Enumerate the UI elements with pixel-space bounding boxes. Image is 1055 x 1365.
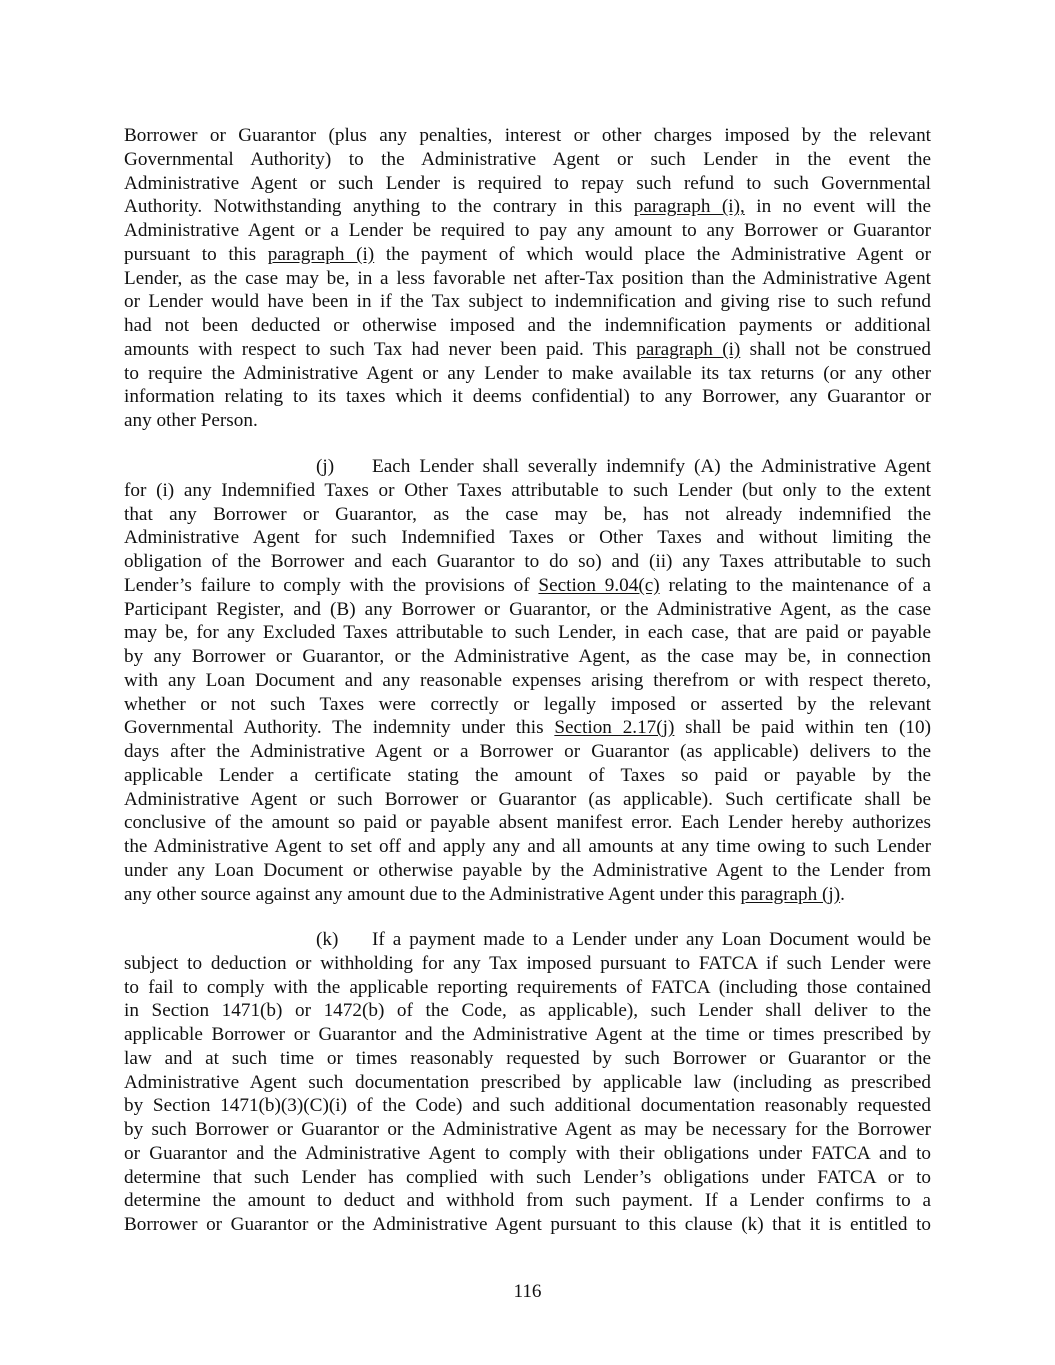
text-line: [124, 290, 931, 314]
paragraph-label: (k): [316, 929, 339, 950]
text-segment: information relating to its taxes which it deems confidential) to any Borrower, any Guarantor or: [124, 386, 931, 408]
text-segment: with any Loan Document and any reasonable expenses arising therefrom or with respect thereto,: [124, 669, 931, 691]
text-segment: law and at such time or times reasonably requested by such Borrower or Guarantor or the: [124, 1047, 931, 1069]
text-line: [124, 243, 931, 267]
text-line: [124, 267, 931, 291]
text-segment: Lender, as the case may be, in a less favorable net after-Tax position than the Administrative Agent: [124, 267, 931, 289]
text-segment: Lender’s failure to comply with the provisions of: [124, 574, 539, 596]
text-line: [124, 883, 931, 907]
text-line: [124, 835, 931, 859]
text-line: [124, 574, 931, 598]
text-line: [124, 550, 931, 574]
text-line: [124, 859, 931, 883]
text-segment: to require the Administrative Agent or any Lender to make available its tax returns (or any other: [124, 362, 931, 384]
cross-reference: paragraph (j): [740, 883, 841, 905]
cross-reference: Section 2.17(j): [554, 717, 675, 739]
text-segment: under any Loan Document or otherwise payable by the Administrative Agent to the Lender from: [124, 859, 931, 881]
text-segment: amounts with respect to such Tax had never been paid. This: [124, 338, 637, 360]
text-line: [124, 124, 931, 148]
text-segment: any other source against any amount due to the Administrative Agent under this: [124, 883, 741, 905]
text-segment: or Lender would have been in if the Tax subject to indemnification and giving rise to such refund: [124, 291, 931, 313]
text-line: [124, 740, 931, 764]
text-segment: obligation of the Borrower and each Guarantor to do so) and (ii) any Taxes attributable to such: [124, 551, 931, 572]
text-segment: by Section 1471(b)(3)(C)(i) of the Code) and such additional documentation reasonably requested: [124, 1095, 931, 1117]
cross-reference: paragraph (i),: [633, 196, 745, 218]
text-line: [124, 1118, 931, 1142]
text-line: [124, 999, 931, 1023]
paragraph-k: [124, 928, 931, 1237]
cross-reference: paragraph (i): [267, 243, 375, 265]
text-line: [124, 409, 931, 433]
text-line: [124, 788, 931, 812]
text-segment: by such Borrower or Guarantor or the Administrative Agent as may be necessary for the Borrower: [124, 1119, 931, 1140]
text-segment: in Section 1471(b) or 1472(b) of the Code, as applicable), such Lender shall deliver to the: [124, 1000, 931, 1022]
text-segment: days after the Administrative Agent or a Borrower or Guarantor (as applicable) delivers to the: [124, 741, 931, 762]
text-line: [124, 362, 931, 386]
text-segment: in no event will the: [744, 196, 931, 218]
page-number: 116: [513, 1281, 542, 1302]
paragraph-i-continuation: [124, 124, 931, 433]
text-segment: Participant Register, and (B) any Borrower or Guarantor, or the Administrative Agent, as the case: [124, 598, 931, 620]
text-segment: Each Lender shall severally indemnify (A) the Administrative Agent: [372, 456, 931, 477]
paragraph-label: (j): [316, 456, 335, 477]
text-line: [124, 621, 931, 645]
text-line: [124, 976, 931, 1000]
text-segment: .: [840, 883, 845, 905]
text-line: [124, 1166, 931, 1190]
text-line: [124, 526, 931, 550]
text-segment: determine that such Lender has complied with such Lender’s obligations under FATCA or to: [124, 1166, 931, 1188]
text-segment: Administrative Agent or a Lender be required to pay any amount to any Borrower or Guarantor: [124, 220, 931, 241]
text-line: [124, 716, 931, 740]
text-line: [124, 148, 931, 172]
text-segment: Administrative Agent or such Borrower or Guarantor (as applicable). Such certificate shall be: [124, 788, 931, 810]
text-segment: pursuant to this: [124, 243, 268, 265]
text-segment: the Administrative Agent to set off and apply any and all amounts at any time owing to such Lender: [124, 836, 931, 857]
text-line: [124, 1023, 931, 1047]
text-line: [124, 1189, 931, 1213]
text-segment: Administrative Agent such documentation prescribed by applicable law (including as prescribed: [124, 1071, 931, 1093]
text-segment: Governmental Authority. The indemnity under this: [124, 717, 555, 739]
text-segment: applicable Borrower or Guarantor and the Administrative Agent at the time or times prescribed by: [124, 1024, 931, 1045]
text-segment: to fail to comply with the applicable reporting requirements of FATCA (including those contained: [124, 976, 931, 998]
text-segment: the payment of which would place the Administrative Agent or: [374, 243, 931, 265]
text-segment: by any Borrower or Guarantor, or the Administrative Agent, as the case may be, in connection: [124, 646, 931, 667]
text-segment: Governmental Authority) to the Administrative Agent or such Lender in the event the: [124, 148, 931, 170]
text-segment: conclusive of the amount so paid or payable absent manifest error. Each Lender hereby authorizes: [124, 812, 931, 834]
text-line: [124, 1142, 931, 1166]
text-line: [124, 952, 931, 976]
text-segment: any other Person.: [124, 410, 258, 431]
text-segment: applicable Lender a certificate stating the amount of Taxes so paid or payable by the: [124, 764, 931, 786]
text-line: [124, 811, 931, 835]
paragraph-j: [124, 455, 931, 906]
text-segment: may be, for any Excluded Taxes attributable to such Lender, in each case, that are paid or payable: [124, 622, 931, 644]
text-line: [124, 764, 931, 788]
text-line: [124, 172, 931, 196]
text-segment: that any Borrower or Guarantor, as the case may be, has not already indemnified the: [124, 503, 931, 525]
text-line: [124, 314, 931, 338]
text-line: [124, 645, 931, 669]
text-segment: Authority. Notwithstanding anything to the contrary in this: [124, 196, 634, 218]
text-segment: determine the amount to deduct and withhold from such payment. If a Lender confirms to a: [124, 1190, 931, 1212]
text-segment: Borrower or Guarantor (plus any penalties, interest or other charges imposed by the relevant: [124, 125, 931, 146]
text-segment: shall not be construed: [740, 338, 931, 360]
text-segment: relating to the maintenance of a: [659, 574, 931, 596]
text-segment: Administrative Agent or such Lender is required to repay such refund to such Governmental: [124, 172, 931, 194]
text-line: [124, 1094, 931, 1118]
text-line: [124, 385, 931, 409]
text-segment: whether or not such Taxes were correctly or legally imposed or asserted by the relevant: [124, 693, 931, 715]
text-line: [124, 455, 931, 479]
text-line: [124, 1071, 931, 1095]
text-segment: for (i) any Indemnified Taxes or Other Taxes attributable to such Lender (but only to the extent: [124, 479, 931, 501]
text-line: [124, 1213, 931, 1237]
text-line: [124, 598, 931, 622]
text-line: [124, 1047, 931, 1071]
text-segment: subject to deduction or withholding for any Tax imposed pursuant to FATCA if such Lender were: [124, 952, 931, 974]
text-segment: had not been deducted or otherwise imposed and the indemnification payments or additional: [124, 315, 931, 336]
text-line: [124, 219, 931, 243]
text-line: [124, 479, 931, 503]
text-line: [124, 338, 931, 362]
text-segment: Administrative Agent for such Indemnified Taxes or Other Taxes and without limiting the: [124, 527, 931, 549]
text-line: [124, 669, 931, 693]
text-segment: If a payment made to a Lender under any Loan Document would be: [372, 929, 931, 950]
cross-reference: paragraph (i): [636, 338, 741, 360]
text-line: [124, 693, 931, 717]
cross-reference: Section 9.04(c): [538, 574, 660, 596]
text-segment: shall be paid within ten (10): [674, 717, 931, 739]
text-line: [124, 928, 931, 952]
text-line: [124, 503, 931, 527]
text-segment: Borrower or Guarantor or the Administrative Agent pursuant to this clause (k) that it is entitled to: [124, 1214, 931, 1235]
text-segment: or Guarantor and the Administrative Agent to comply with their obligations under FATCA and to: [124, 1142, 931, 1164]
text-line: [124, 195, 931, 219]
